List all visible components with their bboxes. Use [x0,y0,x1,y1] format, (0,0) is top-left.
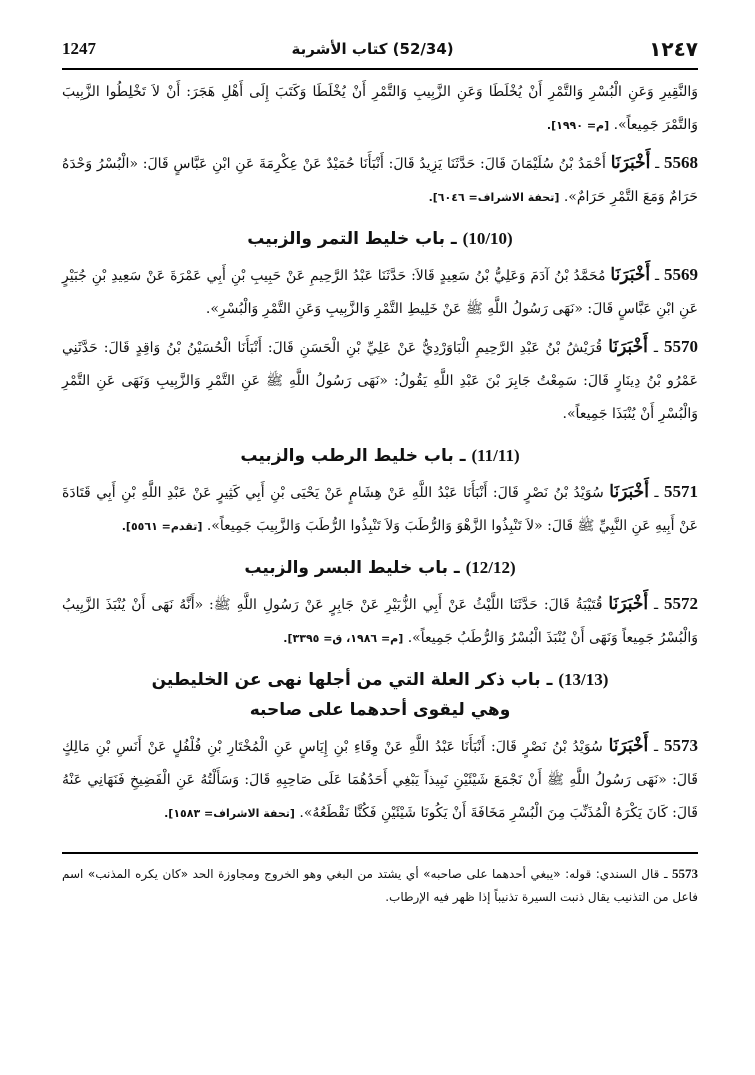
main-text [62,76,698,830]
hadith-paragraph [62,76,698,142]
chapter-title-line2: وهي ليقوى أحدهما على صاحبه [249,700,511,720]
reference-note: [تقدم= ٥٥٦١]. [121,520,203,533]
hadith-lead: أَخْبَرَنَا [609,482,649,502]
page-header [62,30,698,68]
footnote-text: ـ قال السندي: قوله: «يبغي أحدهما على صاحبه» أي يشتد من البغي وهو الخروج ومجاوزة الحد «كان يكره المذنب» اسم فاعل من التذنيب يقال ذنبت السيرة تذنيباً إذا ظهر فيه الإرطاب. [62,867,698,904]
chapter-heading [62,224,698,254]
hadith-text: قُتَيْبَةُ قَالَ: حَدَّثَنَا اللَّيْثُ عَنْ أَبِي الزُّبَيْرِ عَنْ جَابِرٍ عَنْ رَسُولِ اللَّهِ ﷺ: «أَنَّهُ نَهَى أَنْ يُنْبَذَ الزَّبِيبُ وَالْبُسْرُ جَمِيعاً وَنَهَى أَنْ يُنْبَذَ الْبُسْرُ وَالرُّطَبُ جَمِيعاً». [62,597,698,646]
hadith-text: قُرَيْشُ بْنُ عَبْدِ الرَّحِيمِ الْبَاوَرْدِيُّ عَنْ عَلِيِّ بْنِ الْحَسَنِ قَالَ: أَنْبَأَنَا الْحُسَيْنُ بْنُ وَاقِدٍ قَالَ: حَدَّثَنِي عَمْرُو بْنُ دِينَارٍ قَالَ: سَمِعْتُ جَابِرَ بْنَ عَبْدِ اللَّهِ يَقُولُ: «نَهَى رَسُولُ اللَّهِ ﷺ عَنِ التَّمْرِ وَالزَّبِيبِ وَنَهَى عَنِ التَّمْرِ وَالْبُسْرِ أَنْ يُنْبَذَا جَمِيعاً». [62,340,698,422]
hadith-text: سُوَيْدُ بْنُ نَصْرٍ قَالَ: أَنْبَأَنَا عَبْدُ اللَّهِ عَنْ هِشَامٍ عَنْ يَحْيَى بْنِ أَبِي كَثِيرٍ عَنْ عَبْدِ اللَّهِ بْنِ أَبِي قَتَادَةَ عَنْ أَبِيهِ عَنِ النَّبِيِّ ﷺ قَالَ: «لاَ تَنْبِذُوا الزَّهْوَ وَالرُّطَبَ وَلاَ تَنْبِذُوا الرُّطَبَ وَالزَّبِيبَ جَمِيعاً». [62,485,698,534]
hadith-text: أَحْمَدُ بْنُ سُلَيْمَانَ قَالَ: حَدَّثَنَا يَزِيدُ قَالَ: أَنْبَأَنَا حُمَيْدٌ عَنْ عِكْرِمَةَ عَنِ ابْنِ عَبَّاسٍ قَالَ: «الْبُسْرُ وَحْدَهُ حَرَامٌ وَمَعَ التَّمْرِ حَرَامٌ». [62,156,698,205]
page-number-arabic: ١٢٤٧ [649,37,698,61]
chapter-heading [62,553,698,583]
header-rule [62,68,698,70]
hadith-number: 5572 [664,594,699,613]
hadith-number: 5568 [664,153,699,172]
chapter-title: ـ باب خليط البسر والزبيب [244,558,460,578]
reference-note: [تحفة الاشراف= ١٥٨٣]. [164,807,295,820]
hadith-text: مُحَمَّدُ بْنُ آدَمَ وَعَلِيُّ بْنُ سَعِيدٍ قَالاَ: حَدَّثَنَا عَبْدُ الرَّحِيمِ عَنْ حَبِيبِ بْنِ أَبِي عَمْرَةَ عَنْ سَعِيدِ بْنِ جُبَيْرٍ عَنِ ابْنِ عَبَّاسٍ قَالَ: «نَهَى رَسُولُ اللَّهِ ﷺ عَنْ خَلِيطِ التَّمْرِ وَالزَّبِيبِ وَعَنِ التَّمْرِ وَالْبُسْرِ». [62,268,698,317]
hadith-number: 5569 [664,265,698,284]
reference-note: [م= ١٩٩٠]. [546,119,610,132]
hadith-text: سُوَيْدُ بْنُ نَصْرٍ قَالَ: أَنْبَأَنَا عَبْدُ اللَّهِ عَنْ وِقَاءِ بْنِ إِيَاسٍ عَنِ الْمُخْتَارِ بْنِ فُلْفُلٍ عَنْ أَنَسِ بْنِ مَالِكٍ قَالَ: «نَهَى رَسُولُ اللَّهِ ﷺ أَنْ نَجْمَعَ شَيْئَيْنِ نَبِيذاً يَبْغِي أَحَدُهُمَا عَلَى صَاحِبِهِ قَالَ: وَسَأَلْتُهُ عَنِ الْفَضِيخِ فَنَهَانِي عَنْهُ قَالَ: كَانَ يَكْرَهُ الْمُذَنِّبَ مِنَ الْبُسْرِ مَخَافَةَ أَنْ يَكُونَا شَيْئَيْنِ فَكُنَّا نَقْطَعُهُ». [62,739,698,821]
hadith-paragraph: 5570 ـ أَخْبَرَنَا قُرَيْشُ بْنُ عَبْدِ الرَّحِيمِ الْبَاوَرْدِيُّ عَنْ عَلِيِّ بْنِ الْحَسَنِ قَالَ: أَنْبَأَنَا الْحُسَيْنُ بْنُ وَاقِدٍ قَالَ: حَدَّثَنِي عَمْرُو بْنُ دِينَارٍ قَالَ: سَمِعْتُ جَابِرَ بْنَ عَبْدِ اللَّهِ يَقُولُ: «نَهَى رَسُولُ اللَّهِ ﷺ عَنِ التَّمْرِ وَالزَّبِيبِ وَنَهَى عَنِ التَّمْرِ وَالْبُسْرِ أَنْ يُنْبَذَا جَمِيعاً». [62,337,698,422]
reference-note: [تحفة الاشراف= ٦٠٤٦]. [428,191,560,204]
hadith-paragraph: 5568 ـ أَخْبَرَنَا أَحْمَدُ بْنُ سُلَيْمَانَ قَالَ: حَدَّثَنَا يَزِيدُ قَالَ: أَنْبَأَنَا حُمَيْدٌ عَنْ عِكْرِمَةَ عَنِ ابْنِ عَبَّاسٍ قَالَ: «الْبُسْرُ وَحْدَهُ حَرَامٌ وَمَعَ التَّمْرِ حَرَامٌ». [تحفة الاشراف= ٦٠٤٦]. [62,153,699,205]
hadith-paragraph: 5569 ـ أَخْبَرَنَا مُحَمَّدُ بْنُ آدَمَ وَعَلِيُّ بْنُ سَعِيدٍ قَالاَ: حَدَّثَنَا عَبْدُ الرَّحِيمِ عَنْ حَبِيبِ بْنِ أَبِي عَمْرَةَ عَنْ سَعِيدِ بْنِ جُبَيْرٍ عَنِ ابْنِ عَبَّاسٍ قَالَ: «نَهَى رَسُولُ اللَّهِ ﷺ عَنْ خَلِيطِ التَّمْرِ وَالزَّبِيبِ وَعَنِ التَّمْرِ وَالْبُسْرِ». [62,265,698,317]
chapter-title: ـ باب خليط الرطب والزبيب [240,446,466,466]
hadith-paragraph: 5573 ـ أَخْبَرَنَا سُوَيْدُ بْنُ نَصْرٍ قَالَ: أَنْبَأَنَا عَبْدُ اللَّهِ عَنْ وِقَاءِ بْنِ إِيَاسٍ عَنِ الْمُخْتَارِ بْنِ فُلْفُلٍ عَنْ أَنَسِ بْنِ مَالِكٍ قَالَ: «نَهَى رَسُولُ اللَّهِ ﷺ أَنْ نَجْمَعَ شَيْئَيْنِ نَبِيذاً يَبْغِي أَحَدُهُمَا عَلَى صَاحِبِهِ قَالَ: وَسَأَلْتُهُ عَنِ الْفَضِيخِ فَنَهَانِي عَنْهُ قَالَ: كَانَ يَكْرَهُ الْمُذَنِّبَ مِنَ الْبُسْرِ مَخَافَةَ أَنْ يَكُونَا شَيْئَيْنِ فَكُنَّا نَقْطَعُهُ». [تحفة الاشراف= ١٥٨٣]. [62,736,698,821]
hadith-paragraph: 5571 ـ أَخْبَرَنَا سُوَيْدُ بْنُ نَصْرٍ قَالَ: أَنْبَأَنَا عَبْدُ اللَّهِ عَنْ هِشَامٍ عَنْ يَحْيَى بْنِ أَبِي كَثِيرٍ عَنْ عَبْدِ اللَّهِ بْنِ أَبِي قَتَادَةَ عَنْ أَبِيهِ عَنِ النَّبِيِّ ﷺ قَالَ: «لاَ تَنْبِذُوا الزَّهْوَ وَالرُّطَبَ وَلاَ تَنْبِذُوا الرُّطَبَ وَالزَّبِيبَ جَمِيعاً». [تقدم= ٥٥٦١]. [62,482,699,534]
chapter-heading [62,441,698,471]
hadith-lead: أَخْبَرَنَا [610,265,651,285]
hadith-text: وَالنَّقِيرِ وَعَنِ الْبُسْرِ وَالتَّمْرِ أَنْ يُخْلَطَا وَعَنِ الزَّبِيبِ وَالتَّمْرِ أَنْ يُخْلَطَا وَكَتَبَ إِلَى أَهْلِ هَجَرَ: أَنْ لاَ تَخْلِطُوا الزَّبِيبَ وَالتَّمْرَ جَمِيعاً». [62,84,698,133]
chapter-number: (10/10) [462,229,513,248]
chapter-number: (11/11) [471,446,520,465]
hadith-lead: أَخْبَرَنَا [608,337,648,357]
chapter-number: (12/12) [465,558,516,577]
hadith-lead: أَخْبَرَنَا [608,736,649,756]
hadith-number: 5571 [664,482,699,501]
footnote-rule [62,852,698,854]
reference-note: [م= ١٩٨٦، ق= ٣٣٩٥]. [283,632,404,645]
hadith-number: 5570 [664,337,698,356]
hadith-paragraph: 5572 ـ أَخْبَرَنَا قُتَيْبَةُ قَالَ: حَدَّثَنَا اللَّيْثُ عَنْ أَبِي الزُّبَيْرِ عَنْ جَابِرٍ عَنْ رَسُولِ اللَّهِ ﷺ: «أَنَّهُ نَهَى أَنْ يُنْبَذَ الزَّبِيبُ وَالْبُسْرُ جَمِيعاً وَنَهَى أَنْ يُنْبَذَ الْبُسْرُ وَالرُّطَبُ جَمِيعاً». [م= ١٩٨٦، ق= ٣٣٩٥]. [62,594,699,646]
page-number-latin: 1247 [62,39,96,58]
book-page [62,30,698,1060]
chapter-heading [62,665,698,725]
hadith-lead: أَخْبَرَنَا [608,594,649,614]
hadith-number: 5573 [663,736,698,755]
running-title: (52/34) كتاب الأشربة [291,40,454,58]
chapter-title: ـ باب خليط التمر والزبيب [247,229,457,249]
chapter-title: ـ باب ذكر العلة التي من أجلها نهى عن الخليطين [151,670,553,690]
footnote-number: 5573 [672,866,698,881]
footnote [62,862,698,909]
hadith-lead: أَخْبَرَنَا [610,153,651,173]
chapter-number: (13/13) [558,670,609,689]
